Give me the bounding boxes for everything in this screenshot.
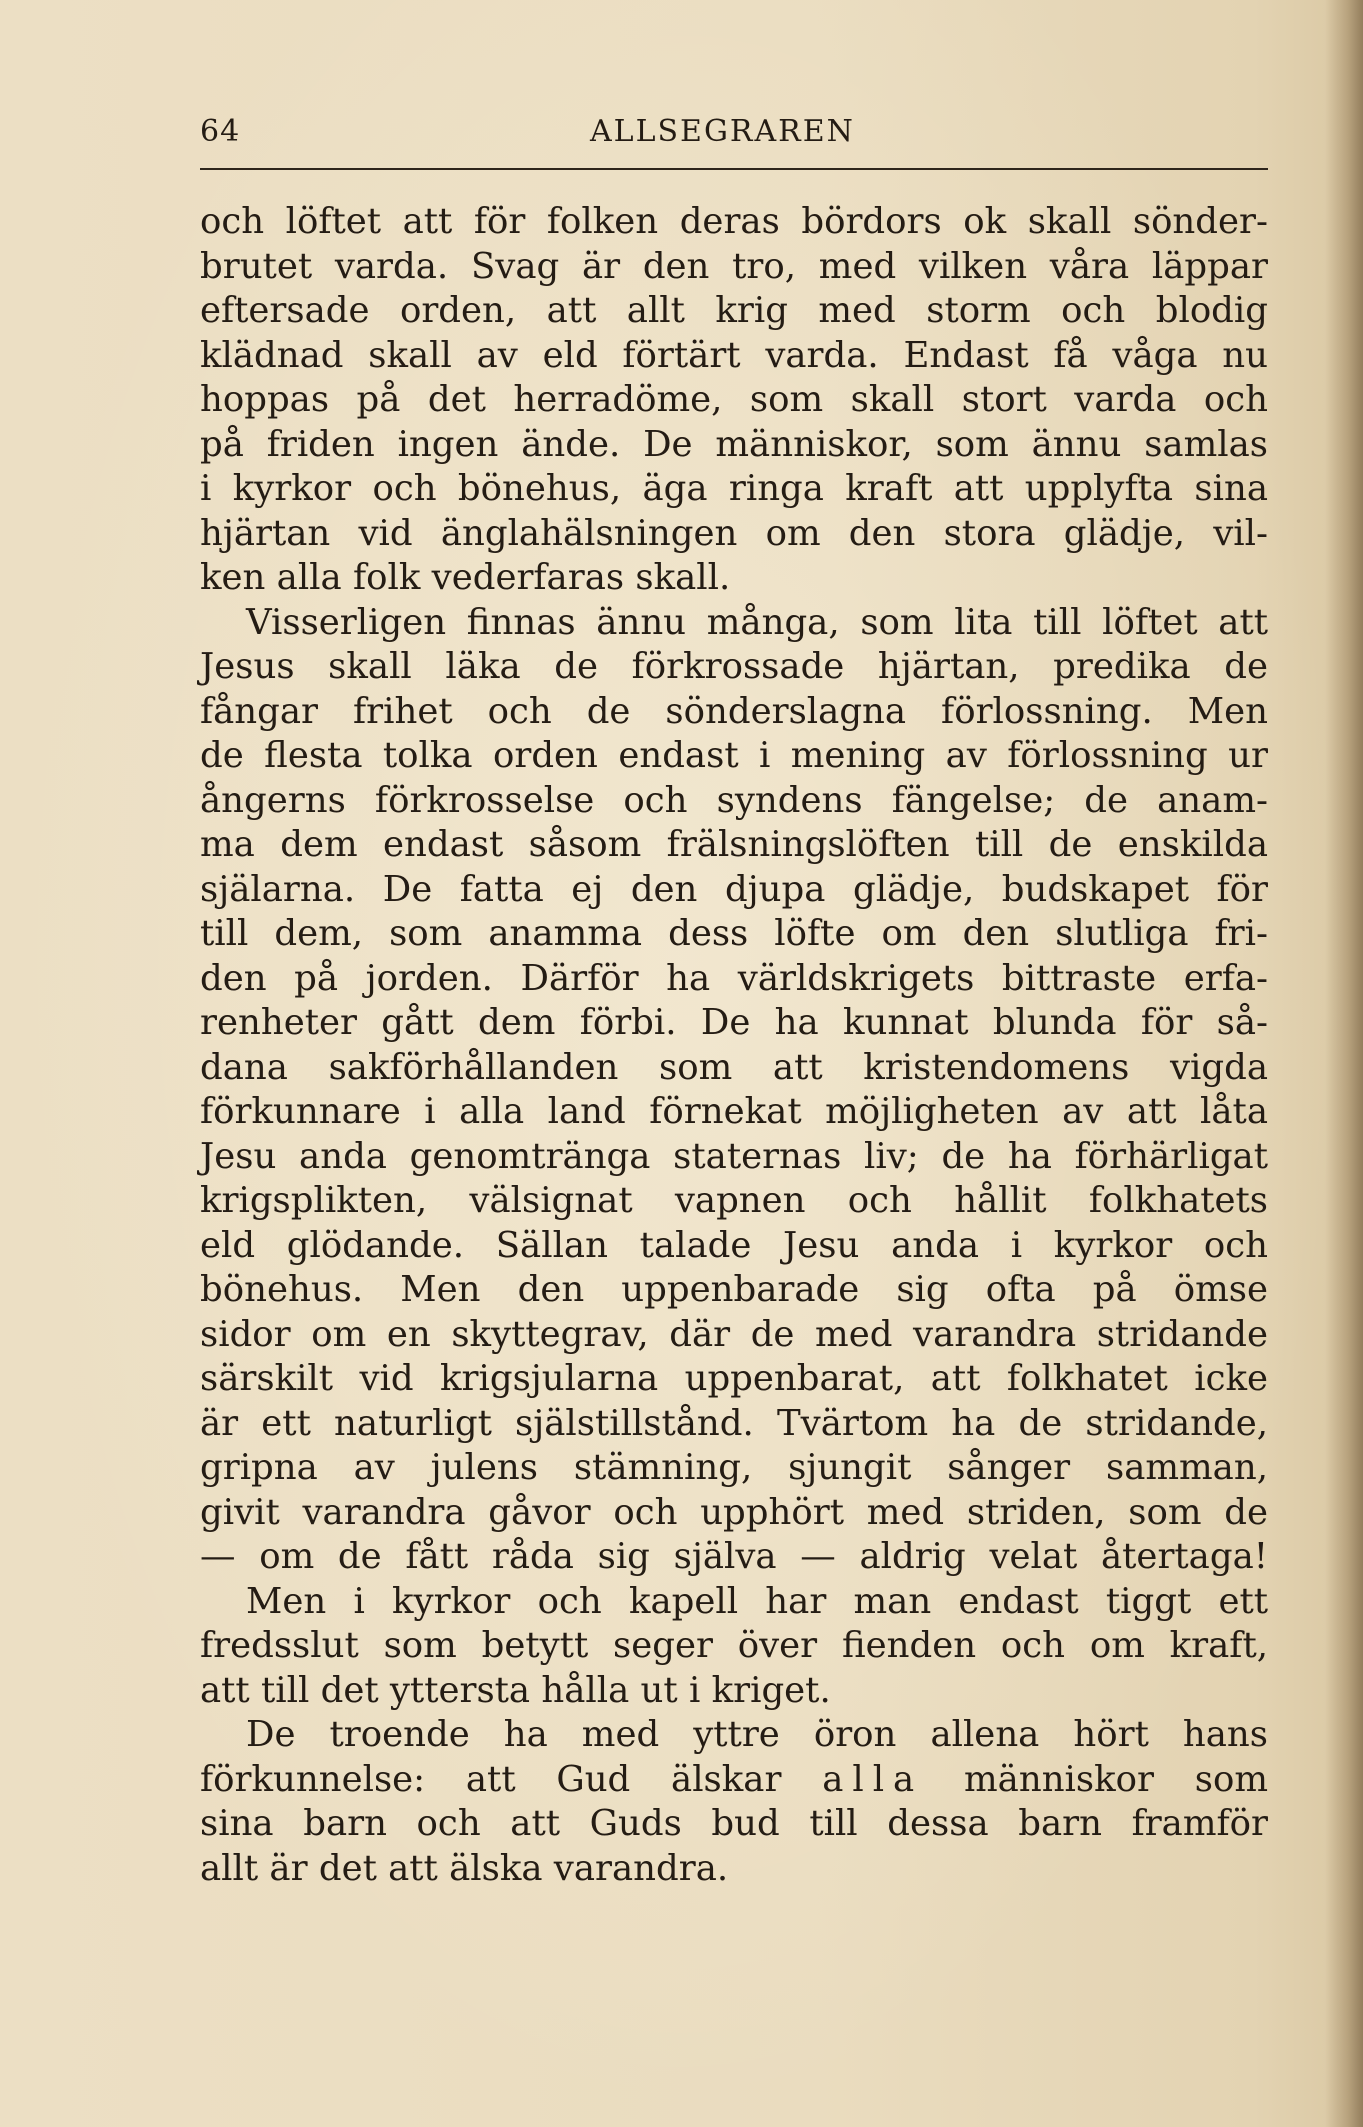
text-line: ångerns förkrosselse och syndens fängelse; de anam- (200, 779, 1268, 821)
text-line: till dem, som anamma dess löfte om den slutliga fri- (200, 913, 1268, 954)
text-line: De troende ha med yttre öron allena hört hans (246, 1714, 1268, 1755)
text-line: fredsslut som betytt seger över fienden och om kraft, (200, 1625, 1268, 1666)
text-line: renheter gått dem förbi. De ha kunnat blunda för så- (200, 1002, 1268, 1043)
header-rule (200, 168, 1268, 170)
text-line: ma dem endast såsom frälsningslöften till de enskilda (200, 824, 1268, 865)
text-line: eftersade orden, att allt krig med storm och blodig (200, 290, 1268, 331)
text-line: krigsplikten, välsignat vapnen och hållit folkhatets (200, 1180, 1268, 1221)
text-line: — om de fått råda sig själva — aldrig velat återtaga! (200, 1536, 1268, 1577)
text-line: är ett naturligt själstillstånd. Tvärtom ha de stridande, (200, 1402, 1268, 1444)
spaced-emphasis: alla (822, 1758, 924, 1800)
text-line: de flesta tolka orden endast i mening av förlossning ur (200, 735, 1268, 776)
page-number: 64 (200, 114, 241, 149)
text-line: särskilt vid krigsjularna uppenbarat, att folkhatet icke (200, 1358, 1268, 1399)
text-line: eld glödande. Sällan talade Jesu anda i kyrkor och (200, 1224, 1268, 1266)
body-text (200, 200, 1268, 1891)
text-line: ken alla folk vederfaras skall. (200, 557, 731, 598)
text-line: fångar frihet och de sönderslagna förlossning. Men (200, 690, 1268, 732)
text-line: klädnad skall av eld förtärt varda. Endast få våga nu (200, 334, 1268, 376)
text-line: dana sakförhållanden som att kristendomens vigda (200, 1046, 1268, 1088)
text-line: sina barn och att Guds bud till dessa barn framför (200, 1803, 1268, 1844)
text-line: brutet varda. Svag är den tro, med vilken våra läppar (200, 245, 1268, 287)
text-line: givit varandra gåvor och upphört med striden, som de (200, 1491, 1268, 1533)
text-line: på friden ingen ände. De människor, som ännu samlas (200, 423, 1268, 465)
text-line: förkunnare i alla land förnekat möjligheten av att låta (200, 1091, 1268, 1132)
text-line: i kyrkor och bönehus, äga ringa kraft att upplyfta sina (200, 468, 1268, 509)
text-line: Men i kyrkor och kapell har man endast tiggt ett (246, 1580, 1268, 1622)
page-header (200, 114, 1268, 160)
text-line: bönehus. Men den uppenbarade sig ofta på ömse (200, 1269, 1268, 1310)
page-edge-shadow (1325, 0, 1363, 2127)
text-line: gripna av julens stämning, sjungit sånger samman, (200, 1447, 1268, 1488)
text-line-emphasis (200, 1758, 1268, 1803)
text-line: Jesus skall läka de förkrossade hjärtan, predika de (200, 646, 1268, 687)
text-segment: människor som (964, 1758, 1268, 1800)
text-line: Visserligen finnas ännu många, som lita till löftet att (246, 601, 1268, 643)
text-line: hoppas på det herradöme, som skall stort varda och (200, 379, 1268, 420)
text-line: att till det yttersta hålla ut i kriget. (200, 1669, 831, 1711)
text-line: hjärtan vid änglahälsningen om den stora glädje, vil- (200, 512, 1268, 554)
text-segment: förkunnelse: att Gud älskar (200, 1758, 782, 1800)
running-title: ALLSEGRAREN (590, 114, 855, 149)
text-line: och löftet att för folken deras bördors ok skall sönder- (200, 201, 1268, 242)
text-line: Jesu anda genomtränga staternas liv; de ha förhärligat (200, 1135, 1268, 1177)
text-line: själarna. De fatta ej den djupa glädje, budskapet för (200, 868, 1268, 910)
text-line: allt är det att älska varandra. (200, 1847, 729, 1889)
text-line: sidor om en skyttegrav, där de med varandra stridande (200, 1313, 1268, 1355)
text-line: den på jorden. Därför ha världskrigets bittraste erfa- (200, 957, 1268, 999)
